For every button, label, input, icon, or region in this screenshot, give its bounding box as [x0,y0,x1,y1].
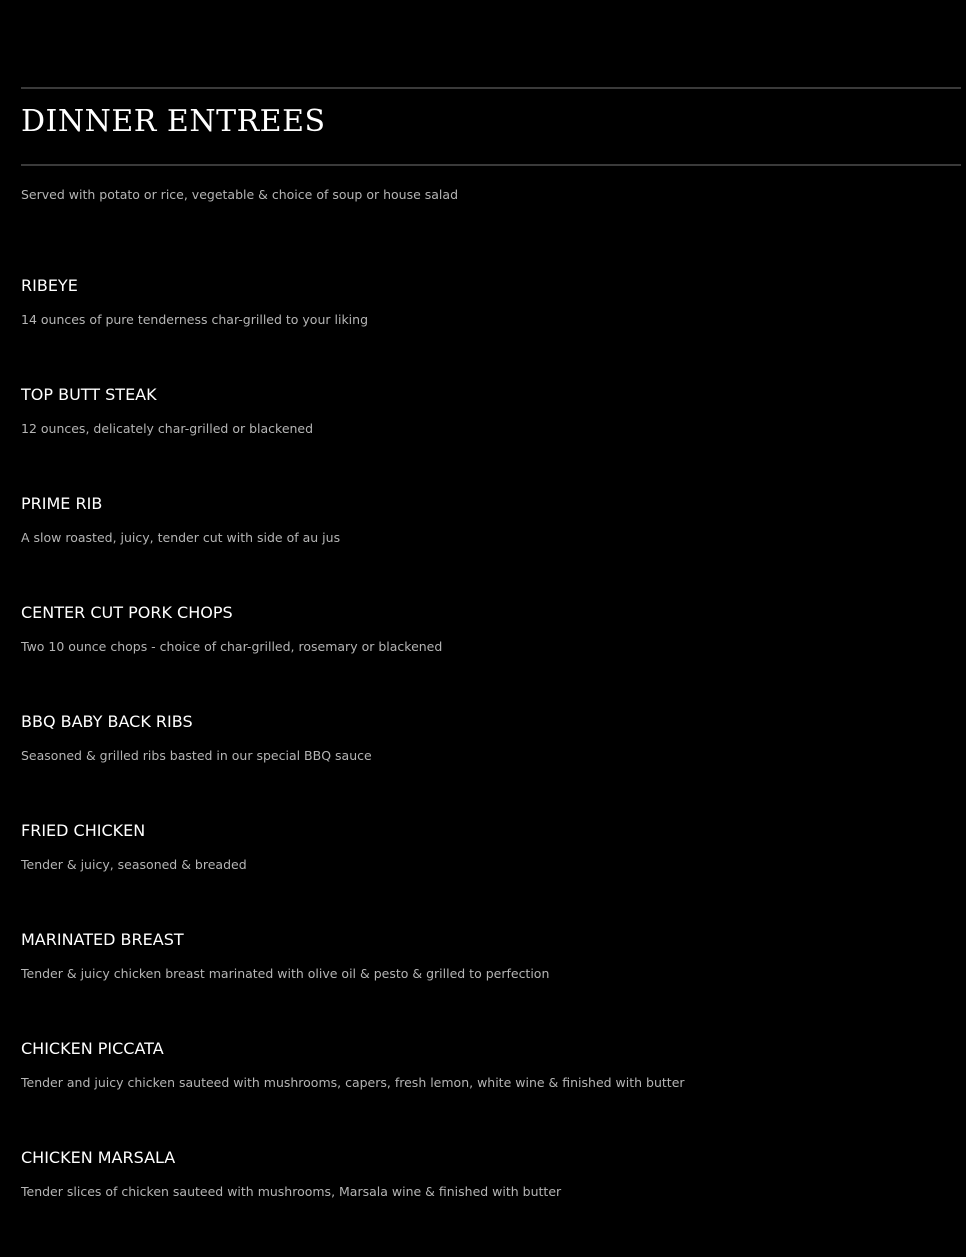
menu-item-description: Tender & juicy chicken breast marinated with olive oil & pesto & grilled to perfection [21,966,550,981]
menu-item-description: Tender slices of chicken sauteed with mushrooms, Marsala wine & finished with butter [21,1184,562,1199]
menu-item-description: 12 ounces, delicately char-grilled or blackened [21,421,314,436]
section-note: Served with potato or rice, vegetable & choice of soup or house salad [21,187,458,202]
menu-item-name: TOP BUTT STEAK [21,385,157,404]
menu-item-description: Tender & juicy, seasoned & breaded [21,857,247,872]
menu-item-name: MARINATED BREAST [21,930,184,949]
section-divider-bottom [21,164,961,166]
section-title: DINNER ENTREES [21,104,326,139]
menu-item-description: 14 ounces of pure tenderness char-grilled to your liking [21,312,369,327]
menu-item-description: Two 10 ounce chops - choice of char-grilled, rosemary or blackened [21,639,443,654]
menu-item-name: CENTER CUT PORK CHOPS [21,603,233,622]
menu-item-description: A slow roasted, juicy, tender cut with side of au jus [21,530,341,545]
menu-item-description: Seasoned & grilled ribs basted in our special BBQ sauce [21,748,372,763]
menu-item-name: CHICKEN MARSALA [21,1148,176,1167]
section-divider-top [21,87,961,89]
menu-item-name: FRIED CHICKEN [21,821,146,840]
menu-item-name: BBQ BABY BACK RIBS [21,712,193,731]
menu-item-name: PRIME RIB [21,494,103,513]
menu-item-name: RIBEYE [21,276,78,295]
menu-item-description: Tender and juicy chicken sauteed with mushrooms, capers, fresh lemon, white wine & finished with butter [21,1075,685,1090]
menu-item-name: CHICKEN PICCATA [21,1039,164,1058]
